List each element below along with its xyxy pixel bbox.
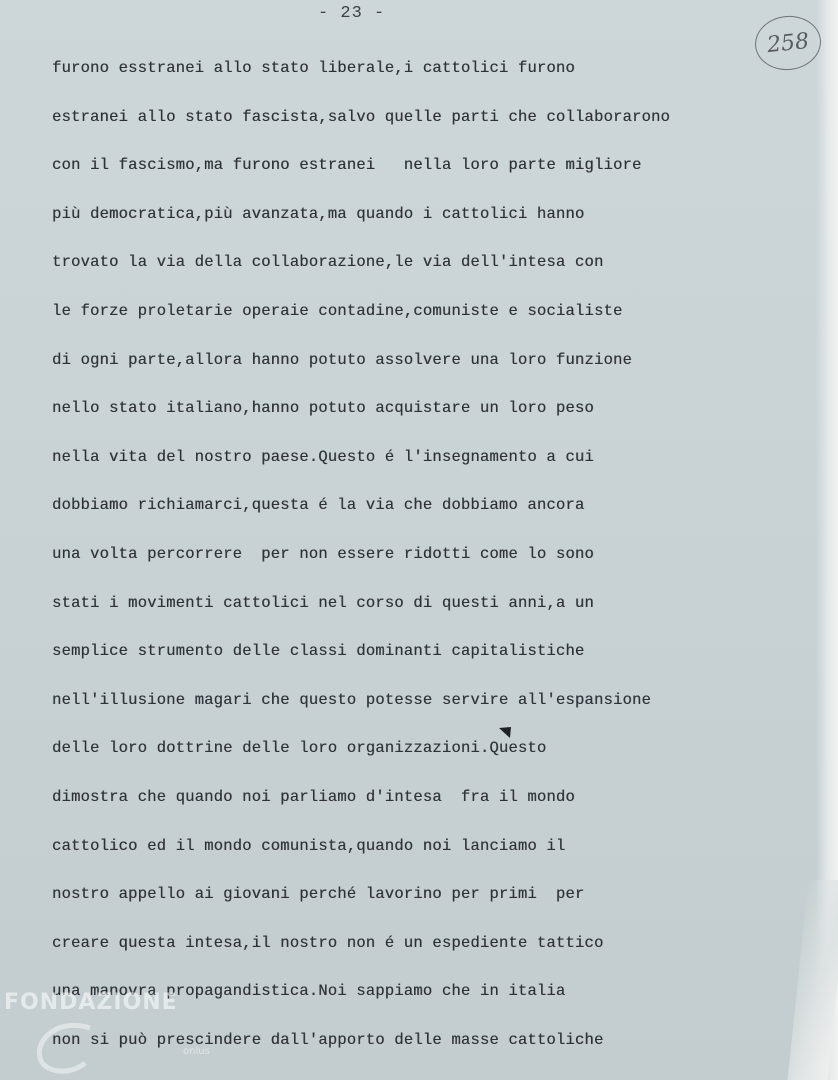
archive-number-stamp [752, 13, 823, 74]
text-line: più democratica,più avanzata,ma quando i cattolici hanno [52, 204, 585, 223]
typewritten-text [52, 58, 670, 1078]
paper-curl [787, 880, 838, 1080]
ink-mark [498, 726, 512, 740]
text-line: di ogni parte,allora hanno potuto assolvere una loro funzione [52, 350, 632, 369]
text-line: estranei allo stato fascista,salvo quelle parti che collaborarono [52, 107, 671, 126]
text-line: non si può prescindere dall'apporto delle masse cattoliche [52, 1030, 604, 1049]
watermark-brand: FONDAZIONE [4, 990, 178, 1015]
text-line: delle loro dottrine delle loro organizzazioni.Questo [52, 739, 547, 758]
text-line: nell'illusione magari che questo potesse servire all'espansione [52, 690, 651, 709]
text-line: furono esstranei allo stato liberale,i cattolici furono [52, 59, 575, 77]
watermark-logo-swirl [30, 1018, 100, 1078]
text-line: dobbiamo richiamarci,questa é la via che dobbiamo ancora [52, 496, 585, 515]
text-line: creare questa intesa,il nostro non é un espediente tattico [52, 933, 604, 952]
text-line: nella vita del nostro paese.Questo é l'insegnamento a cui [52, 447, 594, 466]
watermark-suffix: onlus [183, 1046, 210, 1057]
text-line: le forze proletarie operaie contadine,comuniste e socialiste [52, 301, 623, 320]
text-line: nello stato italiano,hanno potuto acquistare un loro peso [52, 399, 594, 418]
text-line: una manovra propagandistica.Noi sappiamo che in italia [52, 982, 566, 1001]
page-number: - 23 - [318, 4, 386, 23]
text-line: una volta percorrere per non essere ridotti come lo sono [52, 544, 594, 563]
text-line: cattolico ed il mondo comunista,quando noi lanciamo il [52, 836, 566, 855]
text-line: trovato la via della collaborazione,le via dell'intesa con [52, 253, 604, 272]
text-line: semplice strumento delle classi dominanti capitalistiche [52, 642, 585, 661]
text-line: stati i movimenti cattolici nel corso di questi anni,a un [52, 593, 594, 612]
text-line: nostro appello ai giovani perché lavorino per primi per [52, 885, 585, 904]
archive-number: 258 [765, 28, 811, 58]
text-line: dimostra che quando noi parliamo d'intesa fra il mondo [52, 787, 575, 806]
text-line: con il fascismo,ma furono estranei nella loro parte migliore [52, 156, 642, 175]
